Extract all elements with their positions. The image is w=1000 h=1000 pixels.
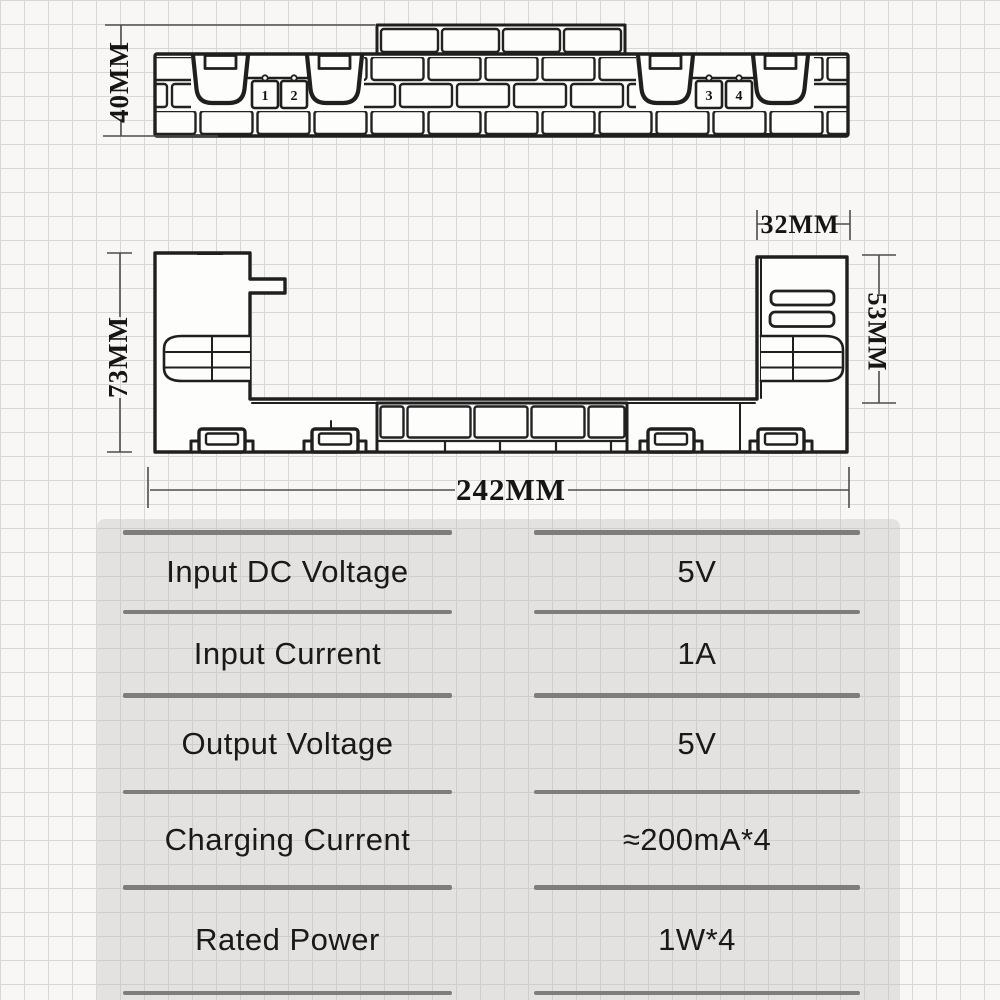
- row-separator-line: [123, 610, 900, 615]
- separator-segment: [534, 610, 860, 615]
- spec-value: 5V: [677, 725, 717, 761]
- spec-label: Input DC Voltage: [166, 554, 409, 589]
- dim-label-242mm: 242MM: [455, 472, 567, 507]
- separator-gap: [452, 610, 534, 615]
- row-separator-line: [123, 885, 900, 890]
- foot: [304, 429, 366, 452]
- spec-row: [123, 535, 900, 610]
- separator-segment: [534, 530, 860, 535]
- separator-gap: [452, 991, 534, 996]
- spec-value: 5V: [677, 554, 717, 589]
- slot-number-4: 4: [735, 89, 743, 104]
- separator-segment: [123, 693, 452, 698]
- dim-label-73mm: 73MM: [103, 316, 133, 398]
- foot: [750, 429, 812, 452]
- separator-gap: [452, 885, 534, 890]
- separator-segment: [123, 530, 452, 535]
- dim-label-53mm: 53MM: [862, 292, 892, 372]
- row-separator-line: [123, 790, 900, 795]
- row-separator-line: [123, 530, 900, 535]
- top-view-raised-block: [377, 25, 625, 57]
- spec-label: Output Voltage: [181, 725, 394, 761]
- slot-number-1: 1: [261, 89, 269, 104]
- separator-segment: [534, 693, 860, 698]
- separator-segment: [123, 991, 452, 996]
- spec-label: Rated Power: [195, 922, 380, 957]
- separator-segment: [534, 790, 860, 795]
- separator-segment: [534, 885, 860, 890]
- separator-segment: [123, 610, 452, 615]
- separator-segment: [123, 790, 452, 795]
- spec-value: 1W*4: [658, 922, 736, 957]
- spec-value: ≈200mA*4: [622, 821, 772, 857]
- spec-table-panel: [97, 519, 900, 1000]
- row-separator-line: [123, 693, 900, 698]
- spec-table: [97, 530, 900, 995]
- top-view: [155, 25, 848, 138]
- slot-number-2: 2: [290, 89, 298, 104]
- separator-segment: [123, 885, 452, 890]
- side-center-block: [377, 403, 627, 452]
- separator-gap: [452, 530, 534, 535]
- dim-label-32mm: 32MM: [760, 210, 840, 239]
- row-separator-line: [123, 991, 900, 996]
- separator-gap: [452, 693, 534, 698]
- spec-label: Input Current: [193, 635, 382, 671]
- separator-segment: [534, 991, 860, 996]
- spec-row: [123, 890, 900, 991]
- foot: [640, 429, 702, 452]
- spec-row: [123, 794, 900, 885]
- spec-row: [123, 698, 900, 790]
- separator-gap: [452, 790, 534, 795]
- dim-label-40mm: 40MM: [104, 41, 134, 123]
- spec-value: 1A: [677, 635, 717, 671]
- spec-label: Charging Current: [164, 821, 411, 857]
- side-view: [155, 252, 847, 453]
- foot: [191, 429, 253, 452]
- slot-number-3: 3: [705, 89, 713, 104]
- spec-row: [123, 614, 900, 693]
